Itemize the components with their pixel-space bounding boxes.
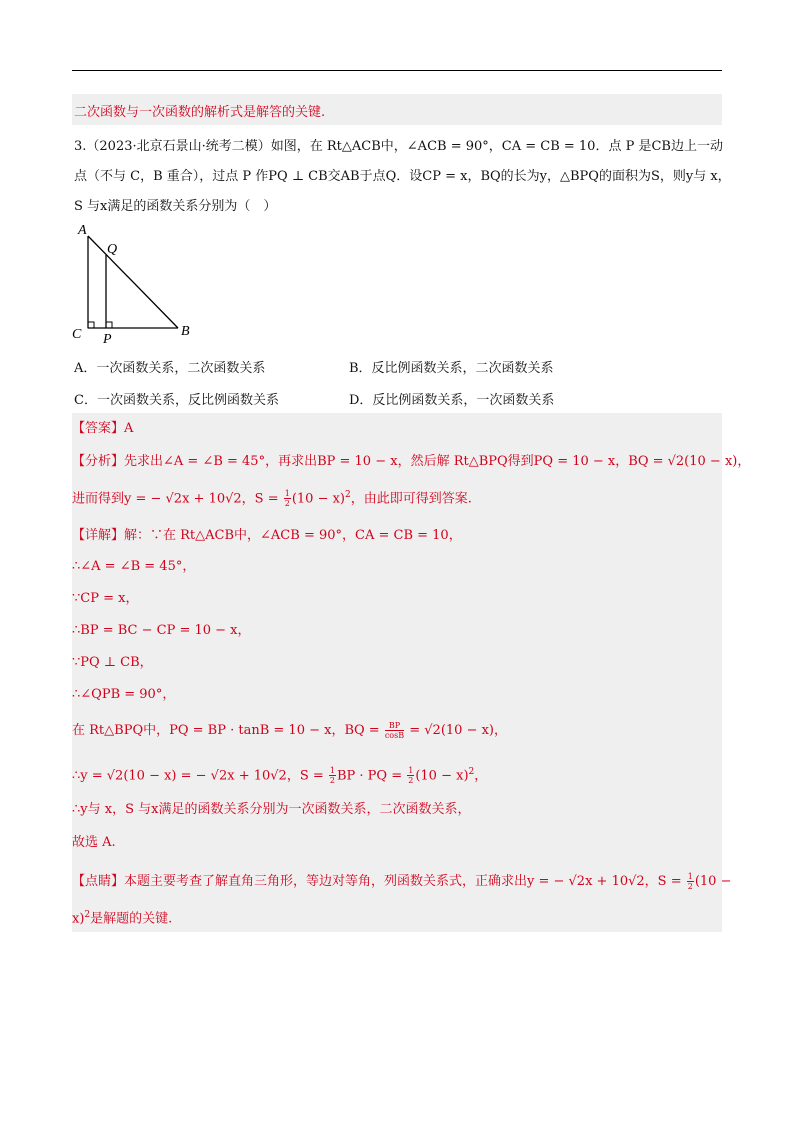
detail-line-3: ∵CP = x， bbox=[72, 591, 139, 606]
option-c[interactable]: C．一次函数关系，反比例函数关系 bbox=[74, 393, 279, 408]
detail-line-9: ∴y与 x，S 与x满足的函数关系分别为一次函数关系，二次函数关系， bbox=[72, 802, 471, 817]
fraction-half: $\frac{1}{2}$ bbox=[687, 872, 693, 891]
intro-highlight bbox=[72, 94, 722, 125]
analysis-line-2 bbox=[72, 486, 472, 508]
option-b[interactable]: B．反比例函数关系，二次函数关系 bbox=[349, 361, 554, 376]
label-p: P bbox=[103, 332, 112, 347]
detail-line-4: ∴BP = BC − CP = 10 − x， bbox=[72, 623, 251, 638]
header-rule bbox=[72, 70, 722, 71]
label-a: A bbox=[78, 223, 87, 238]
comment-line-2: x)$^2$是解题的关键. bbox=[72, 910, 173, 927]
label-b: B bbox=[181, 324, 190, 339]
intro-text: 二次函数与一次函数的解析式是解答的关键. bbox=[74, 105, 326, 120]
detail-line-2: ∴∠A = ∠B = 45°， bbox=[72, 559, 196, 574]
fraction-half: $\frac{1}{2}$ bbox=[408, 766, 414, 786]
detail-line-5: ∵PQ ⊥ CB， bbox=[72, 655, 153, 670]
answer-line: 【答案】A bbox=[72, 421, 134, 436]
fraction-half: $\frac{1}{2}$ bbox=[329, 766, 335, 786]
fraction-half: $\frac{1}{2}$ bbox=[284, 489, 290, 509]
fraction-bp-cosb: $\frac{BP}{\cos B}$ bbox=[384, 721, 405, 740]
analysis-text-b: (10 − x) bbox=[291, 491, 346, 507]
analysis-line-1: 【分析】先求出∠A = ∠B = 45°，再求出BP = 10 − x，然后解 Rt△BPQ得到PQ = 10 − x，BQ = √2(10 − x)， bbox=[72, 454, 751, 469]
square-exponent: 2 bbox=[345, 490, 351, 500]
analysis-text-a: 进而得到y = − √2x + 10√2，S = bbox=[72, 491, 283, 507]
question-line-2: 点（不与 C，B 重合），过点 P 作PQ ⊥ CB交AB于点Q．设CP = x，BQ的长为y，△BPQ的面积为S，则y与 x， bbox=[74, 169, 731, 184]
detail-line-1: 【详解】解：∵在 Rt△ACB中，∠ACB = 90°，CA = CB = 10， bbox=[72, 528, 462, 543]
triangle-figure bbox=[72, 222, 212, 350]
comment-line-1: 【点睛】本题主要考查了解直角三角形，等边对等角，列函数关系式，正确求出y = − √2x + 10√2，S = $\frac{1}{2}$ (10 − bbox=[72, 872, 732, 891]
option-a[interactable]: A．一次函数关系，二次函数关系 bbox=[74, 361, 266, 376]
label-q: Q bbox=[107, 242, 118, 257]
question-line-1: 3.（2023·北京石景山·统考二模）如图，在 Rt△ACB中，∠ACB = 90°，CA = CB = 10．点 P 是CB边上一动 bbox=[74, 139, 723, 154]
detail-line-6: ∴∠QPB = 90°， bbox=[72, 687, 176, 702]
detail-line-10: 故选 A. bbox=[72, 835, 116, 850]
label-c: C bbox=[72, 327, 82, 342]
analysis-text-c: ，由此即可得到答案. bbox=[350, 491, 472, 507]
question-line-3: S 与x满足的函数关系分别为（ ） bbox=[74, 199, 277, 214]
option-d[interactable]: D．反比例函数关系，一次函数关系 bbox=[349, 393, 555, 408]
detail-line-8: ∴y = √2(10 − x) = − √2x + 10√2，S = $\frac{1}{2}$ BP · PQ = $\frac{1}{2}$ $(10 - x)^2$， bbox=[72, 766, 488, 786]
detail-line-7: 在 Rt△BPQ中，PQ = BP · tanB = 10 − x，BQ = $\frac{BP}{\cos B}$ = √2(10 − x)， bbox=[72, 721, 507, 740]
